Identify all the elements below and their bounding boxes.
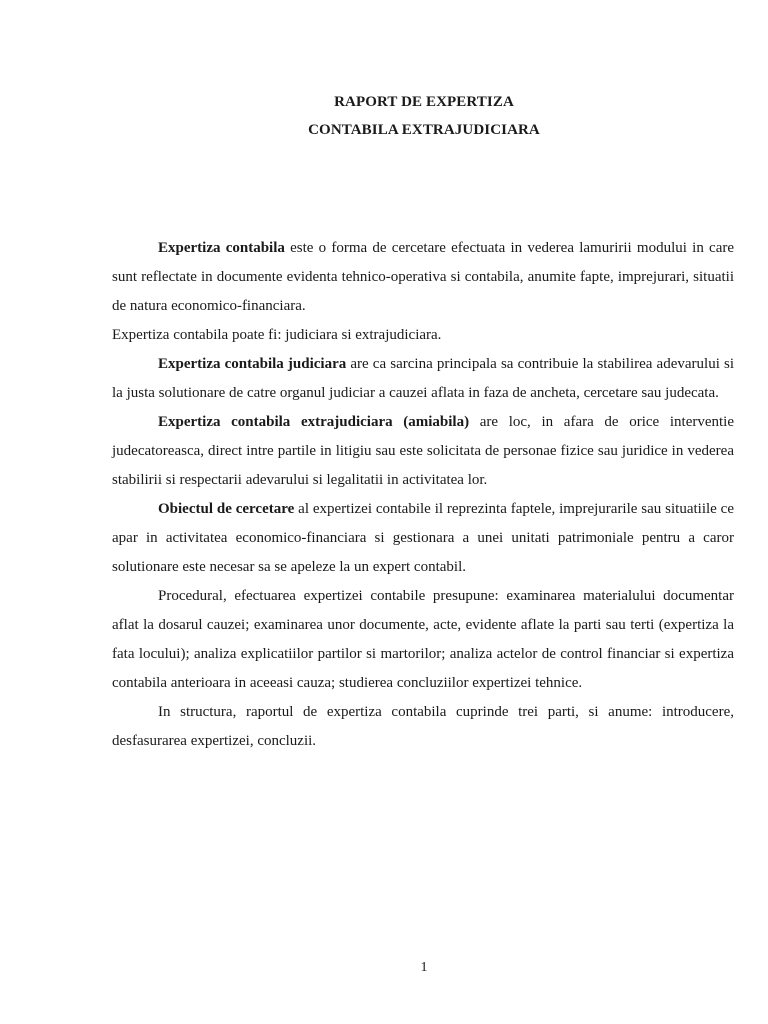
paragraph-extrajudiciara-bold: Expertiza contabila extrajudiciara (amiabila) bbox=[158, 414, 470, 430]
paragraph-types bbox=[112, 321, 734, 350]
paragraph-obiectul-bold: Obiectul de cercetare bbox=[158, 501, 295, 517]
paragraph-judiciara-bold: Expertiza contabila judiciara bbox=[158, 356, 347, 372]
document-body bbox=[112, 234, 734, 756]
paragraph-judiciara bbox=[112, 350, 734, 408]
page-number: 1 bbox=[420, 960, 428, 975]
paragraph-types-text: Expertiza contabila poate fi: judiciara si extrajudiciara. bbox=[112, 327, 442, 343]
paragraph-procedural bbox=[112, 582, 734, 698]
paragraph-extrajudiciara bbox=[112, 408, 734, 495]
paragraph-definition bbox=[112, 234, 734, 321]
paragraph-procedural-text: Procedural, efectuarea expertizei contabile presupune: examinarea materialului documentar aflat la dosarul cauzei; examinarea unor documente, acte, evidente aflate la parti sau terti (expertiza la fata locului); analiza explicatiilor partilor si martorilor; analiza actelor de control financiar si expertiza contabila anterioara in aceeasi cauza; studierea concluziilor expertizei tehnice. bbox=[112, 588, 734, 691]
paragraph-obiectul-text: al expertizei contabile il reprezinta faptele, imprejurarile sau situatiile ce apar in activitatea economico-financiara si gestionara a unei unitati patrimoniale pentru a caror solutionare este necesar sa se apeleze la un expert contabil. bbox=[112, 501, 734, 575]
paragraph-structura-text: In structura, raportul de expertiza contabila cuprinde trei parti, si anume: introducere, desfasurarea expertizei, concluzii. bbox=[112, 704, 734, 749]
paragraph-extrajudiciara-text: are loc, in afara de orice interventie judecatoreasca, direct intre partile in litigiu sau este solicitata de personae fizice sau juridice in vederea stabilirii si respectarii adevarului si legalitatii in activitatea lor. bbox=[112, 414, 734, 488]
paragraph-judiciara-text: are ca sarcina principala sa contribuie la stabilirea adevarului si la justa solutionare de catre organul judiciar a cauzei aflata in faza de ancheta, cercetare sau judecata. bbox=[112, 356, 734, 401]
paragraph-obiectul bbox=[112, 495, 734, 582]
paragraph-definition-bold: Expertiza contabila bbox=[158, 240, 285, 256]
document-title-line-2: CONTABILA EXTRAJUDICIARA bbox=[308, 122, 540, 138]
paragraph-definition-text: este o forma de cercetare efectuata in vederea lamuririi modului in care sunt reflectate in documente evidenta tehnico-operativa si contabila, anumite fapte, imprejurari, situatii de natura economico-financiara. bbox=[112, 240, 735, 314]
paragraph-structura bbox=[112, 698, 734, 756]
document-title-line-1: RAPORT DE EXPERTIZA bbox=[334, 94, 514, 110]
